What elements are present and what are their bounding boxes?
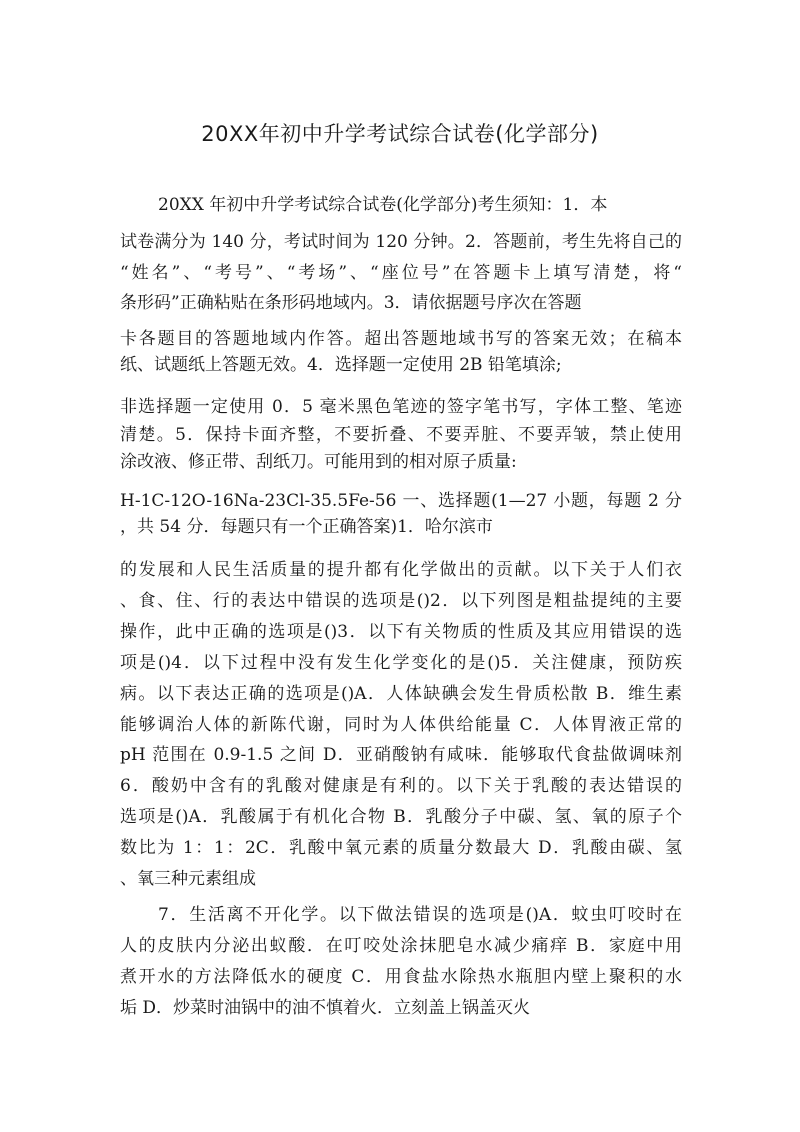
text-line: 6．酸奶中含有的乳酸对健康是有利的。以下关于乳酸的表达错误的 (120, 776, 682, 796)
page-title: 20XX年初中升学考试综合试卷(化学部分) (201, 122, 599, 146)
text-line: 非选择题一定使用 0．5 毫米黑色笔迹的签字笔书写，字体工整、笔迹 (120, 397, 682, 417)
text-line: 试卷满分为 140 分，考试时间为 120 分钟。2．答题前，考生先将自己的 (120, 232, 682, 252)
text-line: 涂改液、修正带、刮纸刀。可能用到的相对原子质量: (120, 452, 517, 472)
text-line: 纸、试题纸上答题无效。4．选择题一定使用 2B 铅笔填涂; (120, 355, 562, 375)
text-line: 20XX 年初中升学考试综合试卷(化学部分)考生须知：1．本 (158, 195, 608, 215)
text-line: pH 范围在 0.9-1.5 之间 D．亚硝酸钠有咸味．能够取代食盐做调味剂 (120, 745, 682, 765)
text-line: 条形码”正确粘贴在条形码地域内。3．请依据题号序次在答题 (120, 293, 582, 313)
text-line: 人的皮肤内分泌出蚁酸．在叮咬处涂抹肥皂水减少痛痒 B．家庭中用 (120, 936, 682, 956)
text-line: 项是()4．以下过程中没有发生化学变化的是()5．关注健康，预防疾 (120, 653, 682, 673)
text-line: 卡各题目的答题地域内作答。超出答题地域书写的答案无效；在稿本 (120, 329, 682, 349)
text-line: ，共 54 分．每题只有一个正确答案)1．哈尔滨市 (120, 517, 493, 537)
text-line: “姓名”、“考号”、“考场”、“座位号”在答题卡上填写清楚，将“ (120, 263, 682, 283)
text-line: 选项是()A．乳酸属于有机化合物 B．乳酸分子中碳、氢、氧的原子个 (120, 807, 682, 827)
text-line: 能够调治人体的新陈代谢，同时为人体供给能量 C．人体胃液正常的 (120, 715, 682, 735)
text-line: 煮开水的方法降低水的硬度 C．用食盐水除热水瓶胆内壁上聚积的水 (120, 967, 682, 987)
text-line: 、食、住、行的表达中错误的选项是()2．以下列图是粗盐提纯的主要 (120, 591, 682, 611)
text-line: 病。以下表达正确的选项是()A．人体缺碘会发生骨质松散 B．维生素 (120, 684, 682, 704)
text-line: 数比为 1：1：2C．乳酸中氧元素的质量分数最大 D．乳酸由碳、氢 (120, 838, 682, 858)
text-line: 7．生活离不开化学。以下做法错误的选项是()A．蚊虫叮咬时在 (158, 905, 682, 925)
text-line: 操作，此中正确的选项是()3．以下有关物质的性质及其应用错误的选 (120, 622, 682, 642)
text-line: H-1C-12O-16Na-23Cl-35.5Fe-56 一、选择题(1—27 小题，每题 2 分 (120, 491, 682, 511)
text-line: 垢 D．炒菜时油锅中的油不慎着火．立刻盖上锅盖灭火 (120, 998, 531, 1018)
text-line: 清楚。5．保持卡面齐整，不要折叠、不要弄脏、不要弄皱，禁止使用 (120, 425, 682, 445)
text-line: 、氧三种元素组成 (120, 869, 256, 889)
text-line: 的发展和人民生活质量的提升都有化学做出的贡献。以下关于人们衣 (120, 560, 682, 580)
